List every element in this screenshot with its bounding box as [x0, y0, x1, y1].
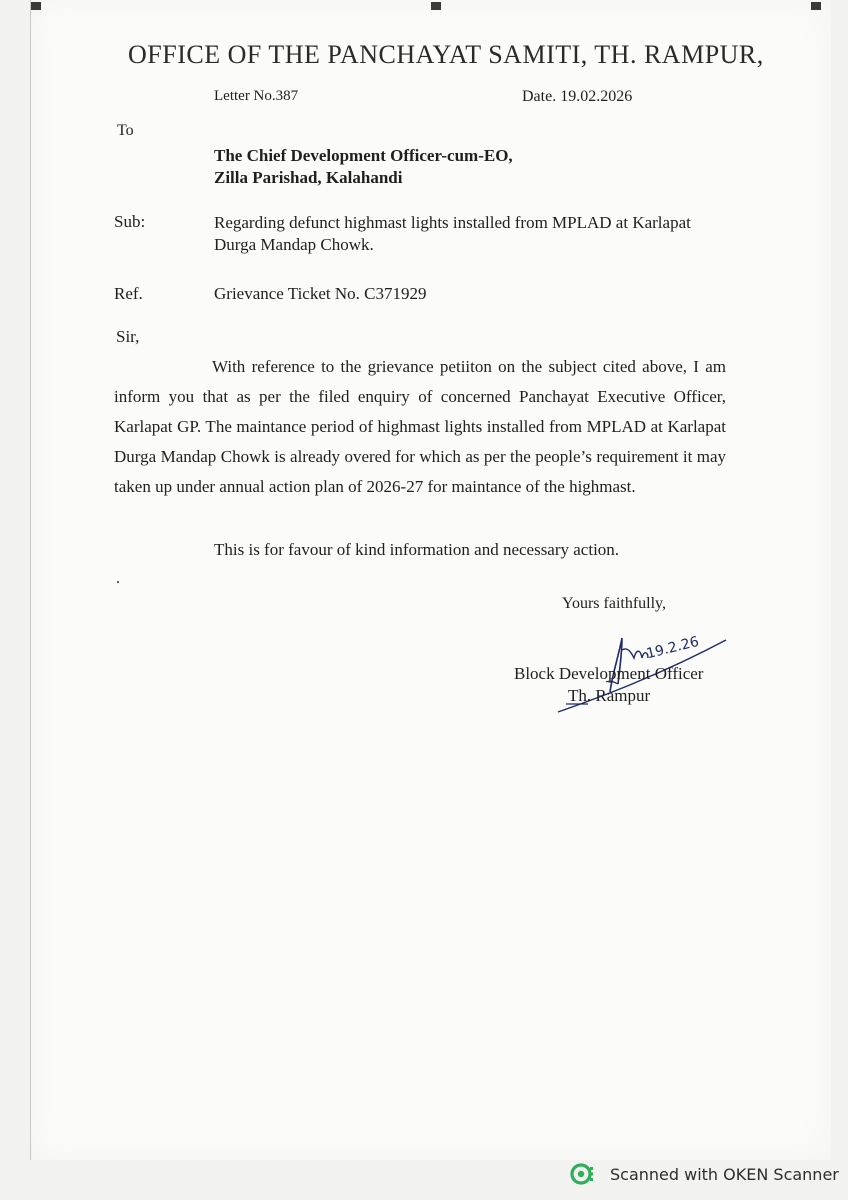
scanner-watermark-text: Scanned with OKEN Scanner — [610, 1164, 839, 1184]
valediction: Yours faithfully, — [562, 595, 667, 612]
subject-label: Sub: — [114, 212, 146, 231]
to-label: To — [117, 122, 134, 139]
scan-corner-mark — [431, 2, 441, 10]
stray-mark: . — [116, 570, 120, 587]
salutation: Sir, — [116, 327, 140, 346]
subject-text: Regarding defunct highmast lights installed from MPLAD at Karlapat Durga Mandap Chowk. — [214, 213, 691, 254]
scan-corner-mark — [811, 2, 821, 10]
letter-number: Letter No.387 — [214, 88, 299, 104]
signatory-place: Th. Rampur — [568, 686, 651, 705]
reference-label: Ref. — [114, 284, 143, 303]
oken-scanner-logo-icon — [570, 1161, 596, 1187]
signatory-title: Block Development Officer — [514, 664, 704, 683]
scanner-watermark — [570, 1160, 839, 1188]
document-sheet — [30, 0, 831, 1160]
addressee-line-2: Zilla Parishad, Kalahandi — [214, 168, 403, 187]
reference-text: Grievance Ticket No. C371929 — [214, 284, 427, 303]
scan-corner-mark — [31, 2, 41, 10]
letter-date: Date. 19.02.2026 — [522, 88, 633, 105]
body-paragraph: With reference to the grievance petiiton on the subject cited above, I am inform you that as per the filed enquiry of concerned Panchayat Executive Officer, Karlapat GP. The maintance period of highmast lights installed from MPLAD at Karlapat Durga Mandap Chowk is already overed for which as per the people’s requirement it may taken up under annual action plan of 2026-27 for maintance of the highmast. — [114, 357, 726, 496]
office-title: OFFICE OF THE PANCHAYAT SAMITI, TH. RAMPUR, — [128, 40, 764, 69]
closing-line: This is for favour of kind information and necessary action. — [214, 540, 620, 559]
handwritten-date: 19.2.26 — [644, 633, 701, 663]
addressee-line-1: The Chief Development Officer-cum-EO, — [214, 146, 513, 165]
